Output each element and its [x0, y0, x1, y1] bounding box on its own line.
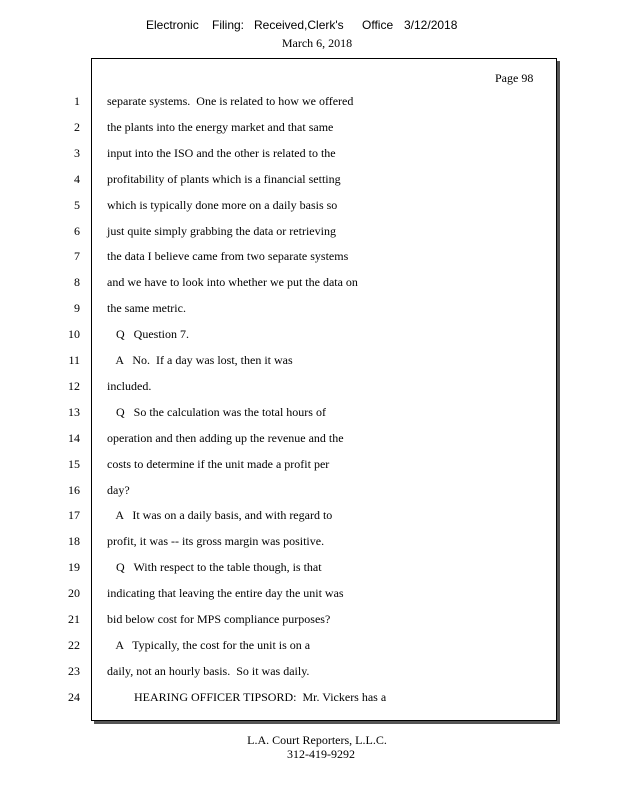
- filing-office: Office: [362, 18, 394, 32]
- filing-label: Filing:: [212, 18, 245, 32]
- line-number: 6: [74, 224, 80, 238]
- line-text: separate systems. One is related to how we offered: [107, 94, 354, 108]
- line-number: 21: [68, 612, 80, 626]
- line-number: 5: [74, 198, 80, 212]
- line-text: A It was on a daily basis, and with regard to: [107, 508, 333, 522]
- line-number: 3: [74, 146, 80, 160]
- line-text: just quite simply grabbing the data or retrieving: [107, 224, 336, 238]
- line-text: the same metric.: [107, 301, 186, 315]
- line-number: 19: [68, 560, 80, 574]
- line-text: Q Question 7.: [107, 327, 189, 341]
- line-text: daily, not an hourly basis. So it was daily.: [107, 664, 310, 678]
- filing-date-stamp: 3/12/2018: [404, 18, 458, 32]
- line-text: HEARING OFFICER TIPSORD: Mr. Vickers has a: [107, 690, 387, 704]
- filing-date: March 6, 2018: [281, 36, 353, 50]
- court-reporter-phone: 312-419-9292: [287, 747, 355, 761]
- line-text: input into the ISO and the other is related to the: [107, 146, 336, 160]
- line-number: 7: [74, 249, 80, 263]
- line-number: 15: [68, 457, 80, 471]
- line-number: 16: [68, 483, 80, 497]
- page-number: Page 98: [495, 71, 534, 85]
- line-text: bid below cost for MPS compliance purposes?: [107, 612, 331, 626]
- line-text: the plants into the energy market and that same: [107, 120, 334, 134]
- line-number: 2: [74, 120, 80, 134]
- line-text: which is typically done more on a daily basis so: [107, 198, 338, 212]
- line-number: 17: [68, 508, 80, 522]
- line-number: 10: [68, 327, 80, 341]
- line-text: A No. If a day was lost, then it was: [107, 353, 293, 367]
- filing-electronic: Electronic: [146, 18, 199, 32]
- line-number: 14: [68, 431, 80, 445]
- line-text: day?: [107, 483, 130, 497]
- line-number: 11: [68, 353, 80, 367]
- line-text: the data I believe came from two separate systems: [107, 249, 349, 263]
- filing-header: [0, 18, 618, 38]
- line-number: 12: [68, 379, 80, 393]
- line-text: operation and then adding up the revenue and the: [107, 431, 344, 445]
- line-number: 1: [74, 94, 80, 108]
- line-number: 9: [74, 301, 80, 315]
- line-number: 18: [68, 534, 80, 548]
- filing-received: Received,Clerk's: [254, 18, 344, 32]
- line-number: 4: [74, 172, 80, 186]
- line-text: Q With respect to the table though, is that: [107, 560, 322, 574]
- line-text: profit, it was -- its gross margin was positive.: [107, 534, 325, 548]
- line-number: 20: [68, 586, 80, 600]
- line-number: 13: [68, 405, 80, 419]
- court-reporter-name: L.A. Court Reporters, L.L.C.: [247, 733, 387, 747]
- line-number: 23: [68, 664, 80, 678]
- line-number: 22: [68, 638, 80, 652]
- line-text: A Typically, the cost for the unit is on a: [107, 638, 311, 652]
- line-number: 24: [68, 690, 80, 704]
- line-number: 8: [74, 275, 80, 289]
- line-text: and we have to look into whether we put the data on: [107, 275, 358, 289]
- line-text: included.: [107, 379, 152, 393]
- line-text: indicating that leaving the entire day the unit was: [107, 586, 344, 600]
- line-text: costs to determine if the unit made a profit per: [107, 457, 330, 471]
- line-text: profitability of plants which is a financial setting: [107, 172, 341, 186]
- line-text: Q So the calculation was the total hours of: [107, 405, 326, 419]
